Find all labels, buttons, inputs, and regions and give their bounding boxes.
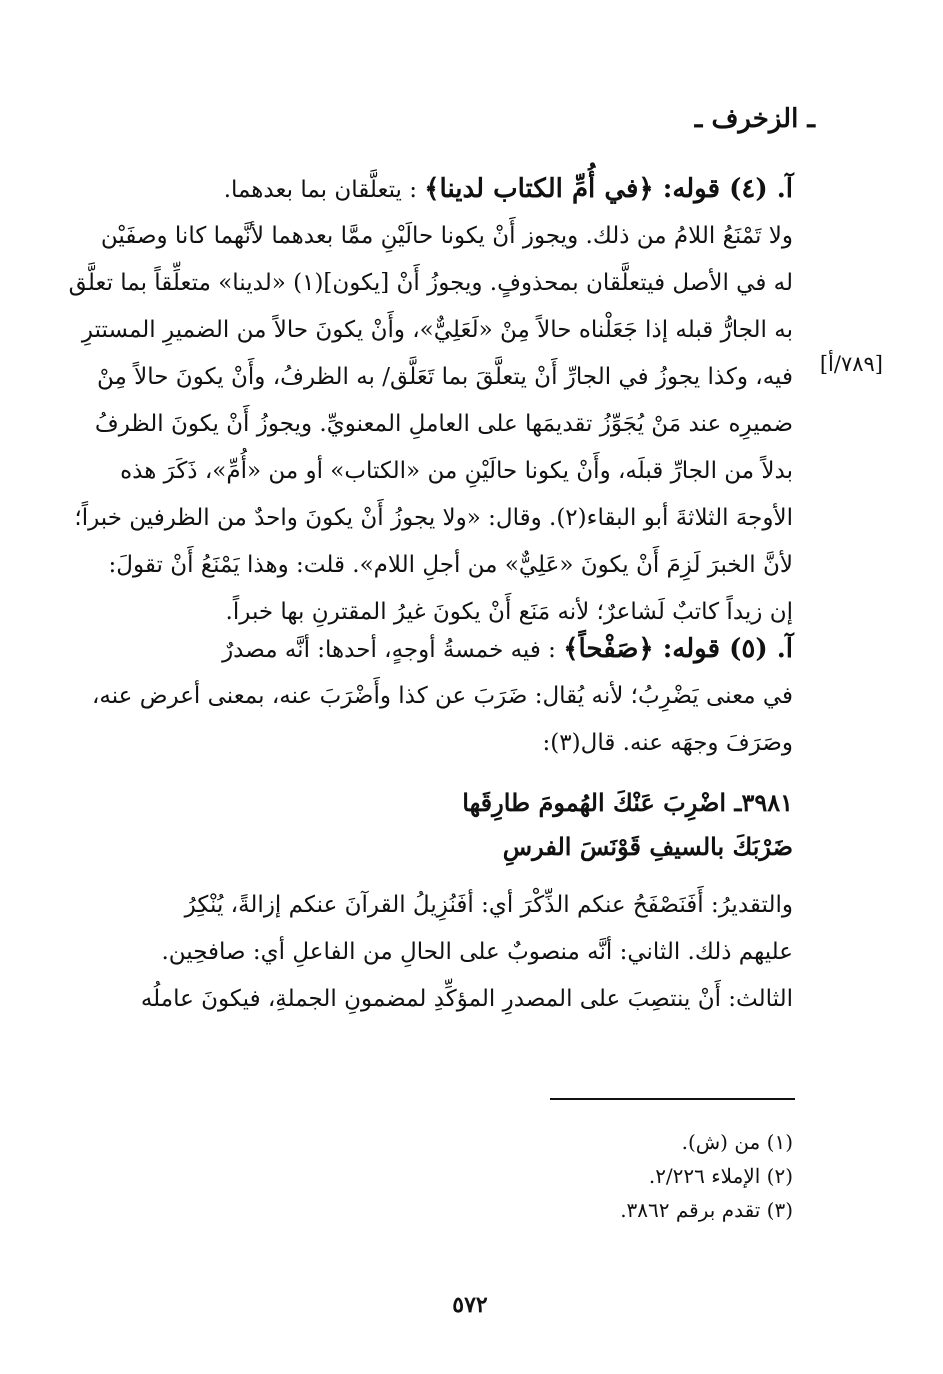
section-5	[91, 626, 793, 767]
footnote-divider	[550, 1098, 795, 1100]
verse-line-2: ضَرْبَكَ بالسيفِ قَوْنَسَ الفرسِ	[502, 832, 793, 861]
section-4-line-10: إن زيداً كاتبٌ لَشاعرٌ؛ لأنه مَنَع أَنْ يكونَ غيرُ المقترنِ بها خبراً.	[225, 599, 793, 625]
text-line	[133, 626, 793, 673]
continuation-text	[133, 882, 793, 1023]
section-4-line-3: له في الأصل فيتعلَّقان بمحذوفٍ. ويجوزُ أَنْ [يكون](١) «لدينا» متعلِّقاً بما تعلَّق	[68, 270, 793, 296]
running-head: ـ الزخرف ـ	[694, 104, 815, 134]
footnote-3: (٣) تقدم برقم ٣٨٦٢.	[620, 1198, 793, 1222]
page-number: ٥٧٢	[452, 1292, 488, 1318]
section-4-line-2: ولا تَمْنَعُ اللامُ من ذلك. ويجوز أَنْ يكونا حالَيْنِ ممَّا بعدهما لأنَّهما كانا وصفَيْن	[100, 223, 793, 249]
continuation-line-1: والتقديرُ: أَفَنَصْفَحُ عنكم الذِّكْرَ أي: أفَنُزِيلُ القرآنَ عنكم إزالةً، يُنْكِرُ	[184, 892, 793, 918]
footnotes	[620, 1125, 793, 1227]
section-4-line-7: بدلاً من الجارِّ قبلَه، وأَنْ يكونا حالَيْنِ من «الكتاب» أو من «أُمِّ»، ذَكَرَ هذه	[120, 458, 793, 484]
section-5-line-3: وصَرَفَ وجهَه عنه. قال(٣):	[542, 730, 793, 756]
section-4-line-8: الأوجهَ الثلاثةَ أبو البقاء(٢). وقال: «ولا يجوزُ أَنْ يكونَ واحدٌ من الظرفين خبراً؛	[74, 505, 793, 531]
section-4-line-9: لأنَّ الخبرَ لَزِمَ أَنْ يكونَ «عَلِيٌّ» من أجلِ اللام». قلت: وهذا يَمْنَعُ أَنْ تقولَ:	[108, 552, 793, 578]
section-4-line-4: به الجارُّ قبله إذا جَعَلْناه حالاً مِنْ «لَعَلِيٌّ»، وأَنْ يكونَ حالاً من الضميرِ المستترِ	[81, 317, 793, 343]
text-line	[133, 166, 793, 213]
section-4-marker: آ. (٤) قوله: ﴿في أُمِّ الكتاب لدينا﴾	[424, 174, 793, 204]
section-5-line-1: : فيه خمسةُ أوجهٍ، أحدها: أنَّه مصدرٌ	[222, 637, 556, 663]
verse-line-1: ٣٩٨١ـ اضْرِبَ عَنْكَ الهُمومَ طارِقَها	[462, 788, 793, 817]
section-5-line-2: في معنى يَضْرِبُ؛ لأنه يُقال: ضَرَبَ عن كذا وأَضْرَبَ عنه، بمعنى أعرض عنه،	[91, 683, 793, 709]
section-4-line-6: ضميرِه عند مَنْ يُجَوِّزُ تقديمَها على العاملِ المعنويِّ. ويجوزُ أَنْ يكونَ الظرفُ	[94, 411, 793, 437]
section-4-line-5: فيه، وكذا يجوزُ في الجارِّ أَنْ يتعلَّقَ بما تَعَلَّق/ به الظرفُ، وأَنْ يكونَ حالاً مِنْ	[97, 364, 793, 390]
section-5-marker: آ. (٥) قوله: ﴿صَفْحاً﴾	[563, 634, 793, 664]
section-4-line-1: : يتعلَّقان بما بعدهما.	[223, 177, 417, 203]
footnote-1: (١) من (ش).	[681, 1130, 793, 1154]
section-4	[68, 166, 793, 636]
footnote-2: (٢) الإملاء ٢/٢٢٦.	[648, 1164, 793, 1188]
margin-folio-note: [٧٨٩/أ]	[819, 352, 883, 376]
continuation-line-2: عليهم ذلك. الثاني: أنَّه منصوبٌ على الحالِ من الفاعلِ أي: صافحِين.	[161, 939, 793, 965]
continuation-line-3: الثالث: أَنْ ينتصِبَ على المصدرِ المؤكِّدِ لمضمونِ الجملةِ، فيكونَ عاملُه	[140, 986, 793, 1012]
